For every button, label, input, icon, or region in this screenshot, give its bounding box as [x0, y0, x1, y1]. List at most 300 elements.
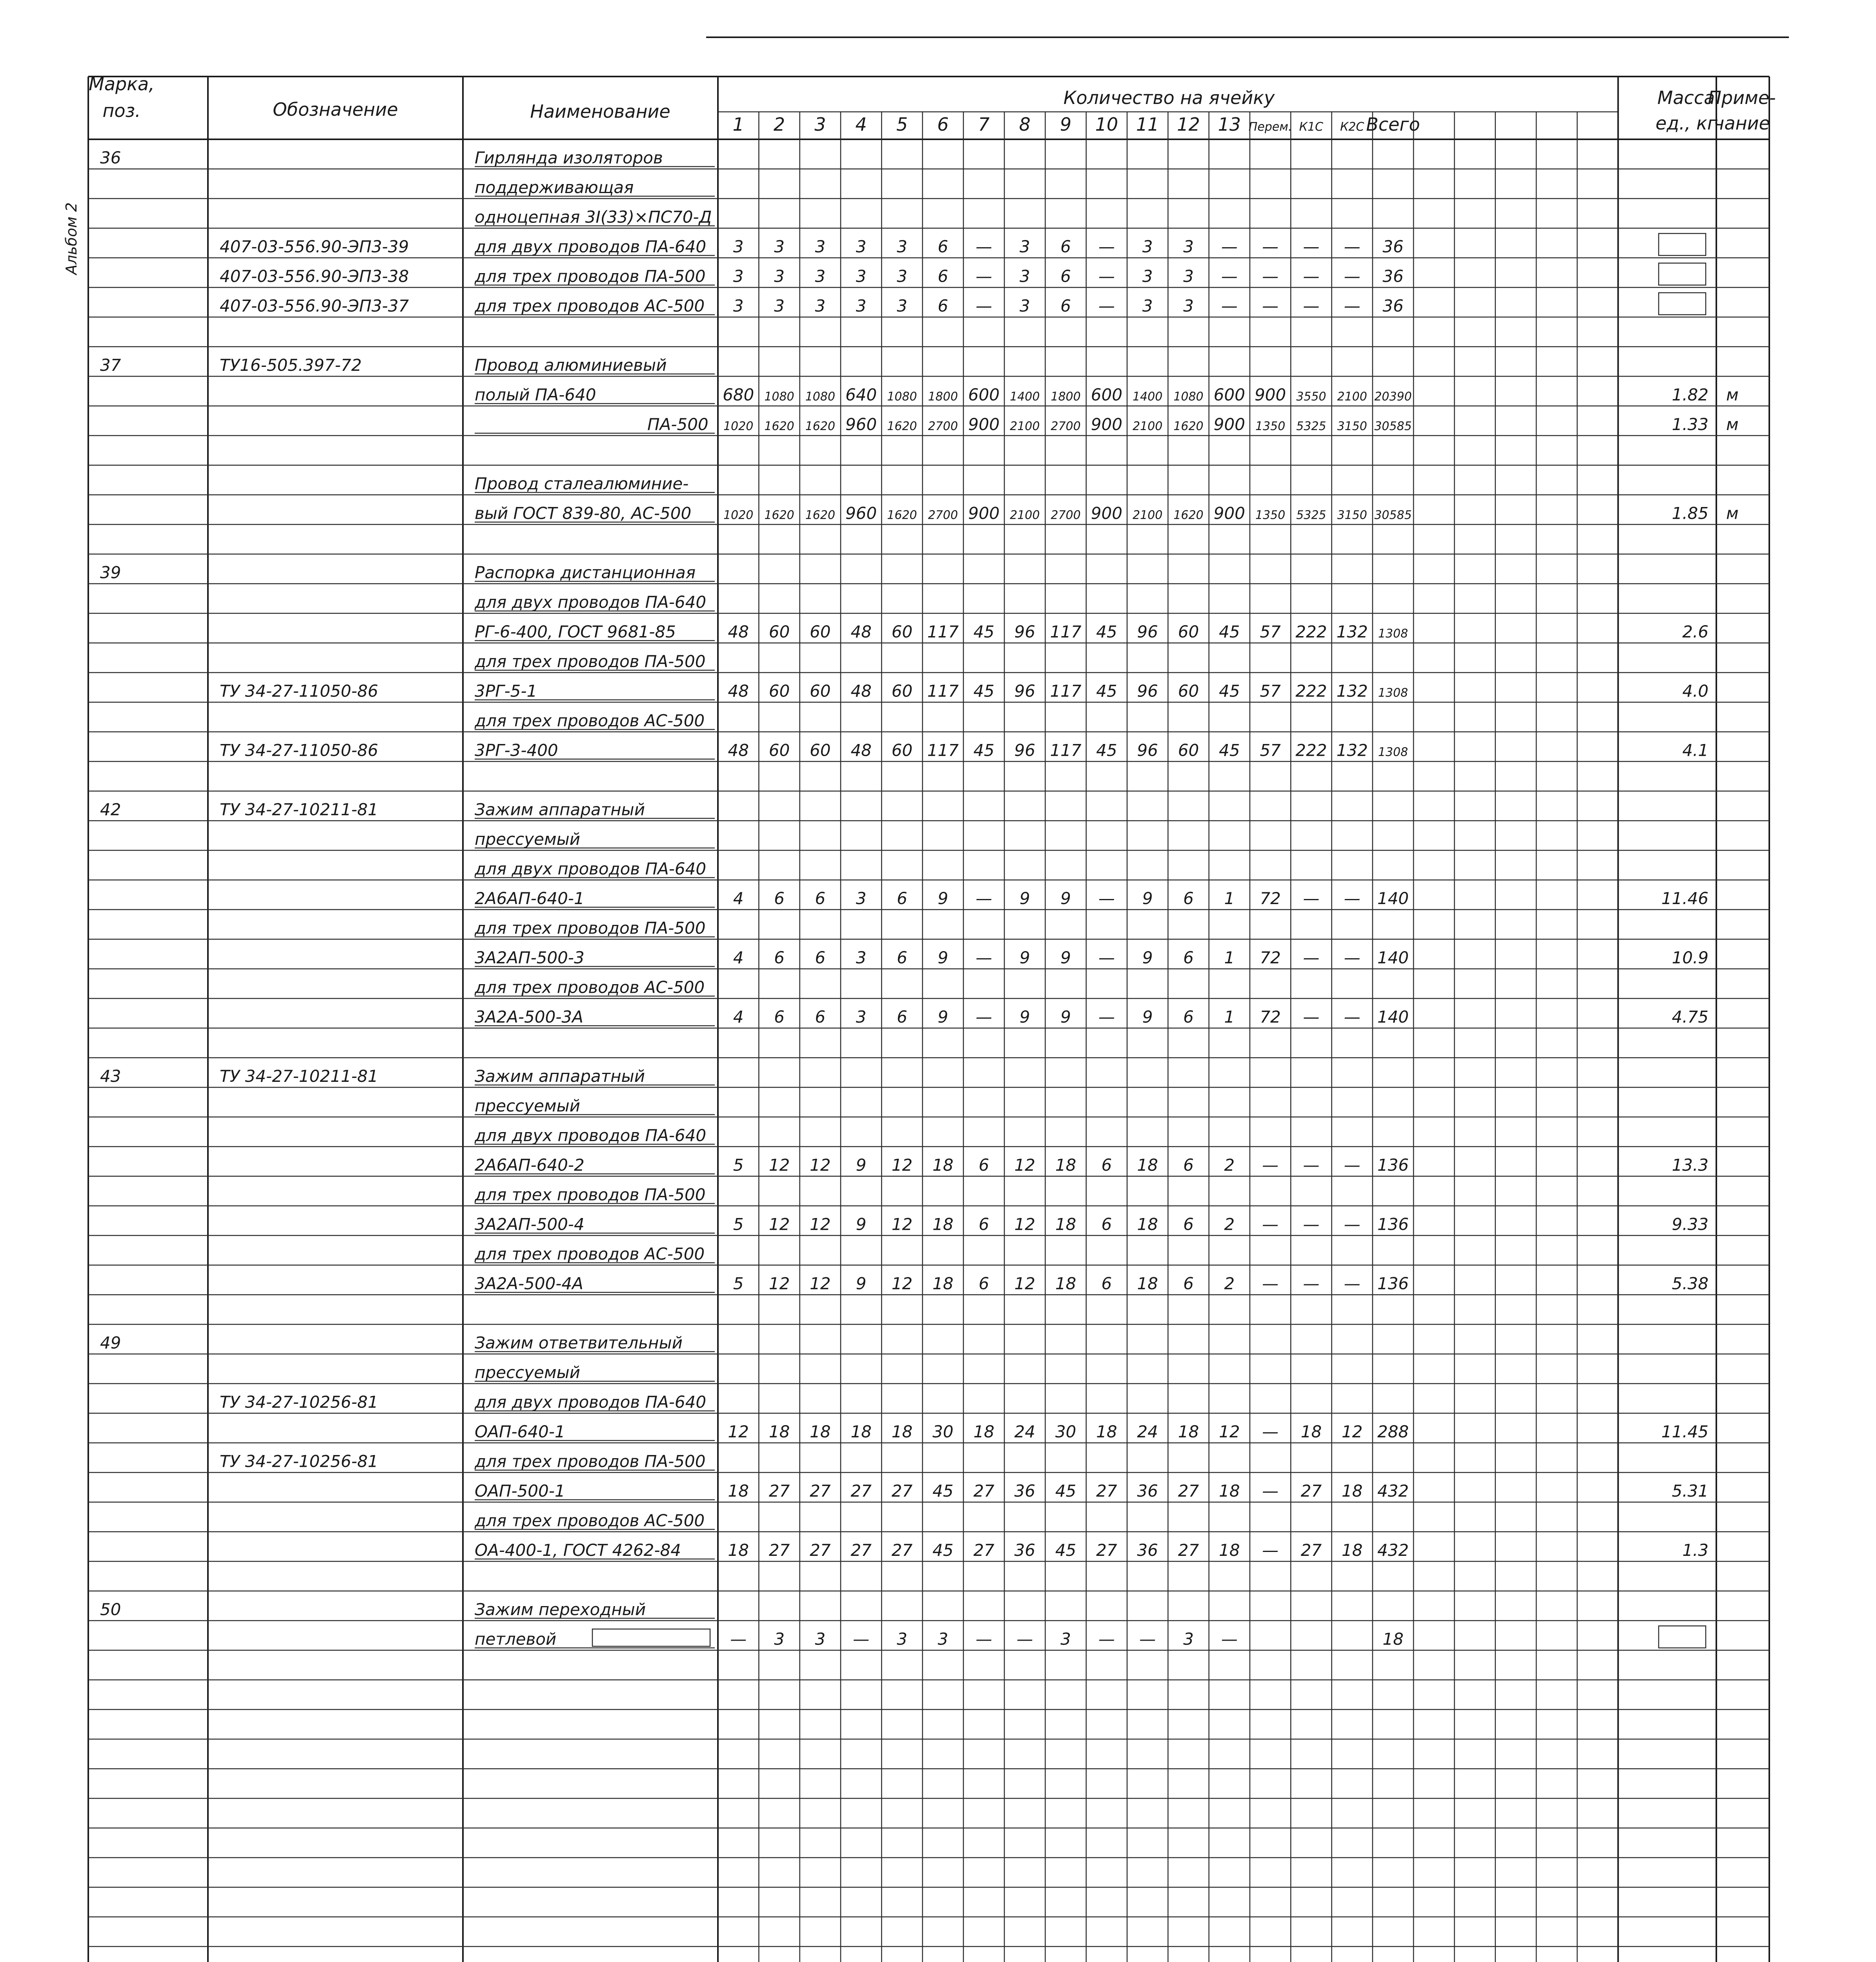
qty-value: —	[1344, 266, 1361, 286]
row-name: Распорка дистанционная	[475, 563, 696, 582]
qty-value: 6	[896, 889, 907, 908]
qty-value: 60	[891, 622, 913, 642]
qty-value: 45	[1096, 681, 1117, 701]
qty-value: 36	[1014, 1481, 1035, 1501]
qty-value: 18	[1341, 1541, 1363, 1560]
qty-value: 18	[932, 1155, 954, 1175]
qty-value: 45	[1219, 740, 1240, 760]
qty-value: —	[1303, 296, 1320, 315]
row-name: Провод сталеалюминие-	[475, 474, 689, 493]
qty-value: 1620	[764, 419, 794, 433]
qty-value: —	[975, 889, 992, 908]
qty-value: 1350	[1255, 508, 1286, 522]
qty-value: 3	[774, 237, 785, 256]
qty-value: 3	[1142, 266, 1153, 286]
qty-value: 6	[1101, 1274, 1112, 1293]
row-designation: ТУ 34-27-11050-86	[220, 740, 379, 760]
qty-value: 1800	[928, 390, 958, 404]
qty-value: 27	[851, 1481, 872, 1501]
qty-value: 6	[1183, 1007, 1194, 1027]
header-note-l1: Приме-	[1708, 87, 1776, 108]
row-name: 3РГ-5-1	[475, 681, 537, 701]
qty-value: 72	[1260, 948, 1281, 967]
row-name: для трех проводов ПА-500	[475, 1185, 706, 1204]
placeholder-box	[592, 1629, 710, 1647]
qty-value: 2100	[1132, 419, 1163, 433]
qty-value: —	[1303, 266, 1320, 286]
qty-value: 45	[1096, 740, 1117, 760]
qty-value: 5325	[1296, 508, 1326, 522]
qty-value: 4	[733, 1007, 744, 1027]
row-name: РГ-6-400, ГОСТ 9681-85	[475, 622, 676, 642]
qty-value: 60	[1178, 622, 1199, 642]
qty-value: —	[1262, 1155, 1279, 1175]
qty-value: 60	[1178, 681, 1199, 701]
qty-value: 45	[932, 1481, 954, 1501]
qty-value: 900	[1213, 503, 1245, 523]
qty-value: 2	[1224, 1274, 1235, 1293]
qty-value: 18	[932, 1274, 954, 1293]
qty-value: 12	[1014, 1274, 1035, 1293]
qty-value: 9	[1142, 948, 1153, 967]
qty-value: 600	[968, 385, 1000, 405]
qty-value: 6	[1183, 948, 1194, 967]
row-mass: 2.6	[1682, 622, 1708, 642]
qty-value: 18	[891, 1422, 913, 1441]
qty-value: 12	[728, 1422, 749, 1441]
qty-value: 432	[1377, 1541, 1409, 1560]
row-name: для двух проводов ПА-640	[475, 1126, 707, 1145]
cell-number-header: 9	[1060, 114, 1072, 135]
qty-value: 3	[1142, 237, 1153, 256]
qty-value: 3	[896, 237, 907, 256]
row-designation: 407-03-556.90-ЭП3-37	[220, 296, 409, 315]
qty-value: 1308	[1378, 686, 1408, 700]
qty-value: 12	[769, 1214, 790, 1234]
qty-value: 1	[1224, 948, 1235, 967]
row-name: для трех проводов АС-500	[475, 1244, 705, 1264]
qty-value: 18	[973, 1422, 994, 1441]
qty-value: 2100	[1010, 419, 1040, 433]
qty-value: 12	[769, 1155, 790, 1175]
qty-value: 18	[1055, 1214, 1076, 1234]
qty-value: 3	[896, 296, 907, 315]
qty-value: 3	[815, 1629, 826, 1649]
qty-value: 18	[810, 1422, 831, 1441]
qty-value: 9	[1019, 1007, 1030, 1027]
qty-value: 1080	[805, 390, 835, 404]
row-mass: 11.46	[1661, 889, 1708, 908]
qty-value: 12	[810, 1274, 831, 1293]
qty-value: 36	[1382, 237, 1404, 256]
qty-value: —	[1016, 1629, 1033, 1649]
qty-value: 117	[1050, 681, 1082, 701]
qty-value: 6	[938, 237, 949, 256]
qty-value: 30	[1055, 1422, 1076, 1441]
qty-value: 3	[938, 1629, 949, 1649]
row-name: для трех проводов ПА-500	[475, 266, 706, 286]
qty-value: 136	[1377, 1214, 1409, 1234]
qty-value: 1620	[887, 508, 917, 522]
qty-value: 72	[1260, 1007, 1281, 1027]
qty-value: 36	[1014, 1541, 1035, 1560]
row-mark: 39	[100, 563, 121, 582]
qty-value: —	[975, 266, 992, 286]
qty-value: 12	[1014, 1155, 1035, 1175]
qty-value: 3	[1019, 237, 1030, 256]
qty-value: 4	[733, 889, 744, 908]
qty-value: —	[1098, 237, 1115, 256]
qty-value: 3	[733, 237, 744, 256]
qty-value: 57	[1260, 622, 1281, 642]
row-mark: 43	[100, 1067, 121, 1086]
qty-value: 117	[1050, 740, 1082, 760]
header-designation: Обозначение	[273, 99, 398, 120]
qty-value: 140	[1377, 1007, 1409, 1027]
qty-value: 12	[810, 1155, 831, 1175]
qty-value: —	[1262, 1481, 1279, 1501]
qty-value: 680	[723, 385, 754, 405]
cell-number-header: 10	[1095, 114, 1118, 135]
qty-value: 3	[856, 1007, 867, 1027]
header-qty: Количество на ячейку	[1063, 87, 1275, 108]
qty-value: 45	[1055, 1541, 1076, 1560]
row-designation: ТУ 34-27-10256-81	[220, 1451, 379, 1471]
row-name: Провод алюминиевый	[475, 356, 667, 375]
qty-value: 1	[1224, 889, 1235, 908]
qty-value: 3	[1183, 1629, 1194, 1649]
qty-value: 5325	[1296, 419, 1326, 433]
qty-value: 30585	[1374, 508, 1412, 522]
row-name: Зажим аппаратный	[475, 800, 645, 819]
qty-value: 9	[938, 1007, 949, 1027]
row-designation: ТУ16-505.397-72	[220, 356, 362, 375]
qty-value: 24	[1014, 1422, 1035, 1441]
qty-value: 27	[769, 1541, 790, 1560]
qty-value: 12	[769, 1274, 790, 1293]
qty-value: —	[975, 296, 992, 315]
qty-value: 6	[815, 889, 826, 908]
qty-value: 96	[1137, 740, 1158, 760]
row-name: для двух проводов ПА-640	[475, 1392, 707, 1412]
qty-value: 1020	[723, 508, 754, 522]
qty-value: 1400	[1132, 390, 1163, 404]
qty-value: 12	[891, 1155, 913, 1175]
qty-value: 3	[1019, 296, 1030, 315]
row-mark: 37	[100, 356, 121, 375]
placeholder-box	[1659, 263, 1706, 285]
row-name: ОА-400-1, ГОСТ 4262-84	[475, 1541, 681, 1560]
row-name: прессуемый	[475, 830, 580, 849]
cell-number-header: 11	[1136, 114, 1159, 135]
qty-value: 222	[1295, 740, 1327, 760]
qty-value: 1620	[887, 419, 917, 433]
album-note: Альбом 2	[63, 202, 80, 275]
qty-value: 1308	[1378, 745, 1408, 759]
row-mass: 4.75	[1672, 1007, 1708, 1027]
qty-value: —	[1262, 266, 1279, 286]
qty-value: 12	[1014, 1214, 1035, 1234]
qty-value: —	[1344, 1155, 1361, 1175]
qty-value: 12	[810, 1214, 831, 1234]
qty-value: 18	[1341, 1481, 1363, 1501]
qty-value: 5	[733, 1274, 744, 1293]
qty-value: 18	[1055, 1274, 1076, 1293]
qty-value: 6	[1060, 266, 1071, 286]
qty-value: 3550	[1296, 390, 1326, 404]
qty-value: 3	[815, 296, 826, 315]
row-name: для двух проводов ПА-640	[475, 859, 707, 879]
qty-value: 48	[851, 622, 872, 642]
qty-value: 640	[845, 385, 877, 405]
qty-value: 9	[1142, 889, 1153, 908]
qty-value: 18	[728, 1481, 749, 1501]
qty-value: 3	[1183, 237, 1194, 256]
row-name: для трех проводов АС-500	[475, 711, 705, 730]
qty-value: —	[1303, 1214, 1320, 1234]
header-mass-l1: Масса	[1657, 87, 1715, 108]
qty-value: —	[975, 1007, 992, 1027]
qty-value: —	[1344, 296, 1361, 315]
cell-number-header: 1	[732, 114, 744, 135]
qty-value: 3	[774, 1629, 785, 1649]
cell-number-header: 5	[896, 114, 908, 135]
row-note: м	[1726, 385, 1739, 405]
qty-value: 60	[810, 740, 831, 760]
qty-value: 6	[1101, 1214, 1112, 1234]
qty-value: 27	[1178, 1481, 1199, 1501]
qty-value: 60	[769, 622, 790, 642]
qty-value: 1080	[1173, 390, 1204, 404]
row-name: прессуемый	[475, 1363, 580, 1382]
row-designation: ТУ 34-27-10256-81	[220, 1392, 379, 1412]
row-designation: ТУ 34-27-11050-86	[220, 681, 379, 701]
qty-value: 6	[774, 948, 785, 967]
qty-value: 12	[891, 1214, 913, 1234]
qty-value: 5	[733, 1214, 744, 1234]
qty-value: 96	[1014, 622, 1035, 642]
qty-value: 6	[1183, 1155, 1194, 1175]
row-name: 2А6АП-640-2	[475, 1155, 585, 1175]
row-name: ОАП-640-1	[475, 1422, 565, 1441]
qty-value: 6	[896, 948, 907, 967]
qty-value: —	[975, 948, 992, 967]
row-mass: 9.33	[1672, 1214, 1708, 1234]
qty-value: —	[1098, 296, 1115, 315]
qty-value: 60	[769, 681, 790, 701]
qty-value: 6	[815, 1007, 826, 1027]
qty-value: 6	[938, 266, 949, 286]
row-name: 3РГ-3-400	[475, 740, 558, 760]
qty-value: 18	[1137, 1274, 1158, 1293]
row-name: 3А2А-500-4А	[475, 1274, 583, 1293]
qty-value: 222	[1295, 622, 1327, 642]
cell-number-header: К2С	[1340, 120, 1364, 134]
qty-value: 27	[973, 1541, 994, 1560]
row-note: м	[1726, 503, 1739, 523]
qty-value: 27	[1096, 1481, 1117, 1501]
qty-value: —	[1098, 889, 1115, 908]
qty-value: 48	[728, 740, 749, 760]
qty-value: 1620	[764, 508, 794, 522]
row-mass: 1.85	[1672, 503, 1708, 523]
qty-value: —	[1221, 1629, 1238, 1649]
qty-value: 4	[733, 948, 744, 967]
qty-value: —	[1344, 948, 1361, 967]
qty-value: —	[1262, 1214, 1279, 1234]
qty-value: 2700	[1051, 419, 1081, 433]
header-name: Наименование	[530, 101, 670, 122]
qty-value: —	[1221, 237, 1238, 256]
qty-value: 117	[927, 740, 959, 760]
qty-value: 6	[1183, 1274, 1194, 1293]
qty-value: 36	[1382, 296, 1404, 315]
qty-value: 6	[978, 1214, 989, 1234]
qty-value: 960	[845, 503, 877, 523]
qty-value: 24	[1137, 1422, 1158, 1441]
qty-value: 9	[1142, 1007, 1153, 1027]
qty-value: 9	[1019, 889, 1030, 908]
row-name: для двух проводов ПА-640	[475, 593, 707, 612]
qty-value: —	[1303, 1155, 1320, 1175]
qty-value: 3	[856, 889, 867, 908]
qty-value: 30585	[1374, 419, 1412, 433]
qty-value: 27	[1300, 1481, 1322, 1501]
qty-value: 18	[1137, 1155, 1158, 1175]
row-designation: 407-03-556.90-ЭП3-39	[220, 237, 409, 256]
row-mass: 1.3	[1682, 1541, 1708, 1560]
cell-number-header: 3	[814, 114, 826, 135]
qty-value: 27	[1096, 1541, 1117, 1560]
qty-value: 900	[968, 415, 1000, 434]
qty-value: —	[1303, 889, 1320, 908]
qty-value: 3	[1183, 266, 1194, 286]
qty-value: 48	[728, 622, 749, 642]
qty-value: 117	[927, 681, 959, 701]
qty-value: 45	[1096, 622, 1117, 642]
qty-value: 117	[927, 622, 959, 642]
row-name: Зажим аппаратный	[475, 1067, 645, 1086]
qty-value: 132	[1336, 622, 1368, 642]
row-name: ПА-500	[647, 415, 709, 434]
qty-value: 2100	[1337, 390, 1367, 404]
row-name: для трех проводов АС-500	[475, 1511, 705, 1530]
qty-value: 9	[856, 1274, 867, 1293]
qty-value: 18	[1137, 1214, 1158, 1234]
qty-value: 3150	[1337, 508, 1367, 522]
row-name: 3А2АП-500-4	[475, 1214, 585, 1234]
qty-value: 18	[728, 1541, 749, 1560]
qty-value: 18	[769, 1422, 790, 1441]
qty-value: 9	[938, 889, 949, 908]
qty-value: 27	[891, 1481, 913, 1501]
qty-value: 3	[733, 296, 744, 315]
qty-value: 600	[1091, 385, 1122, 405]
qty-value: 3	[856, 237, 867, 256]
qty-value: 1620	[1173, 508, 1204, 522]
cell-number-header: 12	[1177, 114, 1200, 135]
qty-value: 140	[1377, 889, 1409, 908]
qty-value: 45	[1219, 622, 1240, 642]
qty-value: 132	[1336, 740, 1368, 760]
qty-value: 960	[845, 415, 877, 434]
qty-value: 9	[1019, 948, 1030, 967]
qty-value: 2100	[1132, 508, 1163, 522]
qty-value: 900	[1091, 503, 1122, 523]
qty-value: 3	[1142, 296, 1153, 315]
row-mass: 5.31	[1672, 1481, 1708, 1501]
qty-value: 18	[1219, 1541, 1240, 1560]
qty-value: —	[1262, 1541, 1279, 1560]
qty-value: 18	[1382, 1629, 1404, 1649]
qty-value: —	[1098, 948, 1115, 967]
header-mark-l2: поз.	[102, 100, 141, 121]
row-designation: 407-03-556.90-ЭП3-38	[220, 266, 409, 286]
qty-value: —	[1344, 1214, 1361, 1234]
qty-value: 6	[774, 889, 785, 908]
cell-number-header: 7	[978, 114, 990, 135]
qty-value: 57	[1260, 740, 1281, 760]
row-name: одноцепная 3I(33)×ПС70-Д	[475, 207, 712, 227]
row-name: для трех проводов ПА-500	[475, 652, 706, 671]
row-mark: 49	[100, 1333, 121, 1353]
cell-number-header: 2	[773, 114, 785, 135]
cell-number-header: Всего	[1366, 114, 1420, 135]
qty-value: 27	[851, 1541, 872, 1560]
qty-value: 45	[973, 622, 994, 642]
qty-value: 117	[1050, 622, 1082, 642]
qty-value: 9	[856, 1214, 867, 1234]
qty-value: 3	[856, 296, 867, 315]
qty-value: —	[1262, 296, 1279, 315]
qty-value: —	[1344, 1007, 1361, 1027]
qty-value: 6	[1183, 1214, 1194, 1234]
qty-value: 3	[896, 1629, 907, 1649]
qty-value: 3	[856, 266, 867, 286]
qty-value: 3	[774, 296, 785, 315]
qty-value: 18	[1300, 1422, 1322, 1441]
qty-value: 57	[1260, 681, 1281, 701]
qty-value: 45	[932, 1541, 954, 1560]
row-name: вый ГОСТ 839-80, АС-500	[475, 503, 692, 523]
qty-value: 72	[1260, 889, 1281, 908]
qty-value: 1350	[1255, 419, 1286, 433]
qty-value: —	[1344, 237, 1361, 256]
row-name: ОАП-500-1	[475, 1481, 565, 1501]
qty-value: 96	[1014, 681, 1035, 701]
row-name: 2А6АП-640-1	[475, 889, 585, 908]
qty-value: 1620	[805, 419, 835, 433]
qty-value: 900	[1254, 385, 1286, 405]
qty-value: —	[1303, 1274, 1320, 1293]
placeholder-box	[1659, 1626, 1706, 1648]
qty-value: —	[1098, 1007, 1115, 1027]
row-name: для трех проводов АС-500	[475, 296, 705, 315]
qty-value: 27	[769, 1481, 790, 1501]
cell-number-header: 4	[855, 114, 867, 135]
qty-value: —	[1221, 296, 1238, 315]
qty-value: —	[1303, 237, 1320, 256]
qty-value: 48	[851, 681, 872, 701]
qty-value: 3	[896, 266, 907, 286]
placeholder-box	[1659, 233, 1706, 255]
qty-value: 96	[1014, 740, 1035, 760]
row-mass: 11.45	[1661, 1422, 1708, 1441]
row-mark: 36	[100, 148, 121, 168]
qty-value: 27	[810, 1481, 831, 1501]
qty-value: 18	[1219, 1481, 1240, 1501]
row-name: Зажим переходный	[475, 1600, 646, 1619]
